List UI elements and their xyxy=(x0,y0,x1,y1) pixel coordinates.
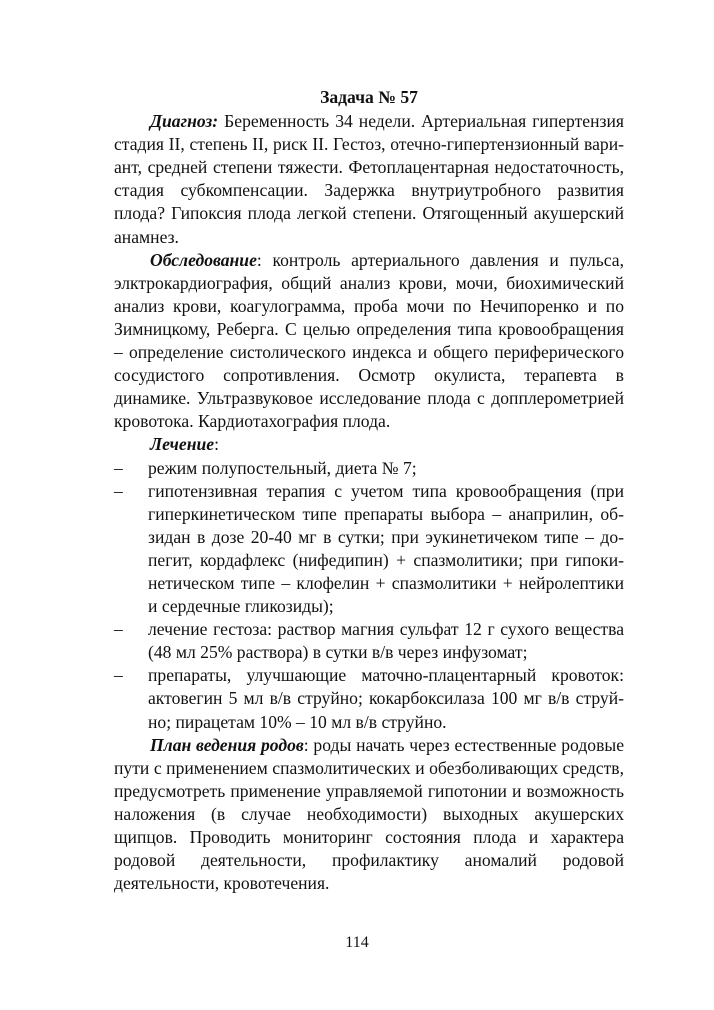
delivery-plan-text: : роды начать через естественные родовые пути с применением спазмолитических и обезболивающих средств, предусмотреть применение управляемой гипотонии и возможность наложения (в случае необходимости) выходных акушерских щипцов. Проводить мониторинг состояния плода и характера родовой деятельности, профилактику аномалий родовой деятельности, кровотечения. xyxy=(114,734,624,894)
examination-text: : контроль артериального давления и пульса, элктрокардиография, общий анализ крови, мочи, биохимический анализ крови, коагулограмма, проба мочи по Нечипоренко и по Зимницкому, Реберга. С целью определения типа кровообращения – определение систолического индекса и общего периферического сосудистого сопротивления. Осмотр окулиста, терапевта в динамике. Ультразвуковое исследование плода с допплерометрией кровотока. Кардиотахография плода. xyxy=(114,249,624,432)
delivery-plan-paragraph xyxy=(114,734,624,896)
list-item xyxy=(114,457,624,480)
examination-paragraph xyxy=(114,249,624,434)
diagnosis-paragraph xyxy=(114,110,624,249)
diagnosis-text: Беременность 34 недели. Артериальная гипертензия стадия II, степень II, риск II. Гестоз, отечно-гипертензионный вариант, средней степени тяжести. Фетоплацентарная недостаточность, стадия субкомпенсации. Задержка внутриутробного развития плода? Гипоксия плода легкой степени. Отягощенный акушерский анамнез. xyxy=(114,111,624,247)
page-content xyxy=(114,78,624,895)
list-dash: – xyxy=(114,619,123,640)
list-item-text: лечение гестоза: раствор магния сульфат 12 г сухого вещества (48 мл 25% раствора) в сутки в/в через инфузомат; xyxy=(148,619,624,663)
treatment-list xyxy=(114,457,624,734)
list-item-text: препараты, улучшающие маточно-плацентарный кровоток: актовегин 5 мл в/в струйно; кокарбоксилаза 100 мг в/в струйно; пирацетам 10% – 10 мл в/в струйно. xyxy=(148,665,624,732)
delivery-plan-label: План ведения родов xyxy=(150,734,304,755)
examination-label: Обследование xyxy=(150,249,257,270)
list-item xyxy=(114,664,624,733)
task-title: Задача № 57 xyxy=(320,87,418,107)
list-dash: – xyxy=(114,480,123,501)
treatment-heading xyxy=(114,433,624,456)
list-item xyxy=(114,618,624,664)
list-dash: – xyxy=(114,457,123,478)
treatment-label: Лечение xyxy=(150,434,215,455)
list-item-text: режим полупостельный, диета № 7; xyxy=(148,457,417,478)
diagnosis-label: Диагноз: xyxy=(150,111,219,132)
list-item xyxy=(114,480,624,619)
treatment-label-suffix: : xyxy=(214,434,219,455)
page-number: 114 xyxy=(345,934,369,951)
list-dash: – xyxy=(114,665,123,686)
list-item-text: гипотензивная терапия с учетом типа кровообращения (при гиперкинетическом типе препараты выбора – анаприлин, обзидан в дозе 20-40 мг в сутки; при эукинетичеком типе – допегит, кордафлекс (нифедипин) + спазмолитики; при гипокинетическом типе – клофелин + спазмолитики + нейролептики и сердечные гликозиды); xyxy=(148,480,624,617)
